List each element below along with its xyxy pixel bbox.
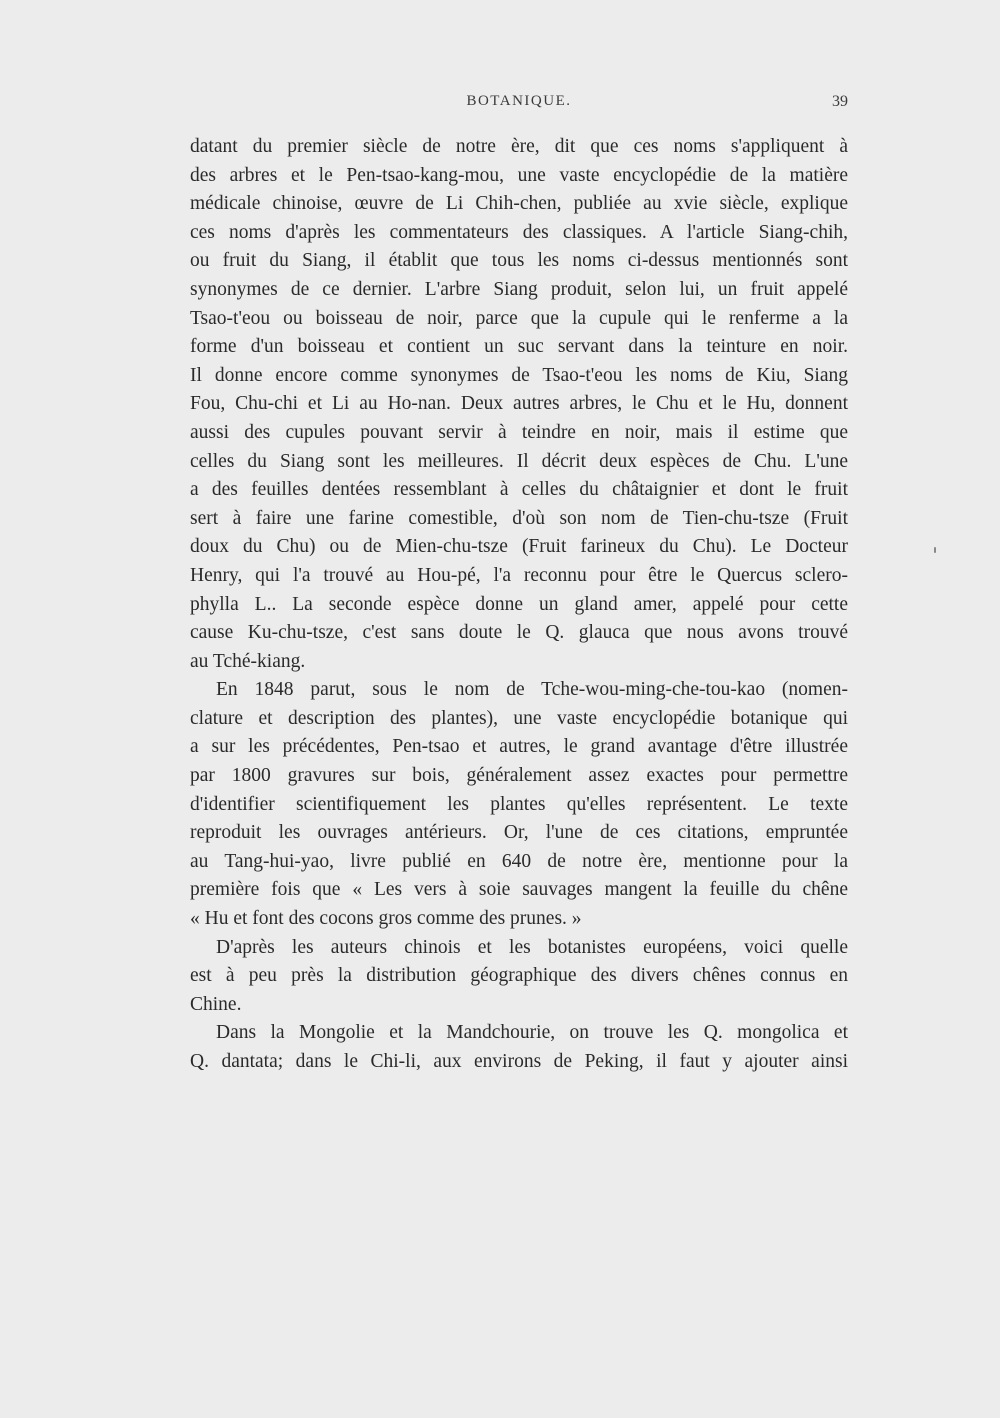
text-line: des arbres et le Pen-tsao-kang-mou, une vaste encyclopédie de la matière [190,164,848,186]
text-line: Dans la Mongolie et la Mandchourie, on trouve les Q. mongolica et [216,1022,848,1044]
text-line: phylla L.. La seconde espèce donne un gland amer, appelé pour cette [190,593,848,615]
text-line: a des feuilles dentées ressemblant à celles du châtaignier et dont le fruit [190,479,848,501]
margin-mark [934,547,936,553]
text-line: est à peu près la distribution géographique des divers chênes connus en [190,965,848,987]
text-line: Chine. [190,993,242,1015]
text-line: Henry, qui l'a trouvé au Hou-pé, l'a reconnu pour être le Quercus sclero- [190,564,848,586]
text-line: synonymes de ce dernier. L'arbre Siang produit, selon lui, un fruit appelé [190,278,848,300]
page-number: 39 [832,93,848,110]
text-line: a sur les précédentes, Pen-tsao et autres, le grand avantage d'être illustrée [190,736,848,758]
text-line: Q. dantata; dans le Chi-li, aux environs de Peking, il faut y ajouter ainsi [190,1051,848,1072]
body-text [190,133,848,1077]
running-head [190,93,848,117]
text-line: au Tché-kiang. [190,650,306,672]
text-line: Fou, Chu-chi et Li au Ho-nan. Deux autres arbres, le Chu et le Hu, donnent [190,393,848,415]
text-line: forme d'un boisseau et contient un suc servant dans la teinture en noir. [190,336,848,358]
text-line: ces noms d'après les commentateurs des classiques. A l'article Siang-chih, [190,221,848,243]
text-line: Il donne encore comme synonymes de Tsao-t'eou les noms de Kiu, Siang [190,364,848,386]
text-line: par 1800 gravures sur bois, généralement assez exactes pour permettre [190,765,848,787]
text-line: En 1848 parut, sous le nom de Tche-wou-ming-che-tou-kao (nomen- [216,679,848,701]
text-line: D'après les auteurs chinois et les botanistes européens, voici quelle [216,936,848,958]
text-line: doux du Chu) ou de Mien-chu-tsze (Fruit farineux du Chu). Le Docteur [190,536,848,558]
text-line: celles du Siang sont les meilleures. Il décrit deux espèces de Chu. L'une [190,450,848,472]
text-line: Tsao-t'eou ou boisseau de noir, parce que la cupule qui le renferme a la [190,307,848,329]
text-line: ou fruit du Siang, il établit que tous les noms ci-dessus mentionnés sont [190,250,848,272]
running-title: BOTANIQUE. [466,93,572,109]
text-line: première fois que « Les vers à soie sauvages mangent la feuille du chêne [190,879,848,901]
text-line: aussi des cupules pouvant servir à teindre en noir, mais il estime que [190,421,848,443]
text-line: « Hu et font des cocons gros comme des prunes. » [190,908,582,930]
text-line: cause Ku-chu-tsze, c'est sans doute le Q. glauca que nous avons trouvé [190,622,848,644]
text-line: datant du premier siècle de notre ère, dit que ces noms s'appliquent à [190,136,848,157]
text-line: médicale chinoise, œuvre de Li Chih-chen, publiée au xvie siècle, explique [190,193,848,215]
text-line: sert à faire une farine comestible, d'où son nom de Tien-chu-tsze (Fruit [190,507,848,529]
text-line: reproduit les ouvrages antérieurs. Or, l'une de ces citations, empruntée [190,822,848,844]
text-line: d'identifier scientifiquement les plantes qu'elles représentent. Le texte [190,793,848,815]
text-line: au Tang-hui-yao, livre publié en 640 de notre ère, mentionne pour la [190,850,848,872]
text-line: clature et description des plantes), une vaste encyclopédie botanique qui [190,707,848,729]
